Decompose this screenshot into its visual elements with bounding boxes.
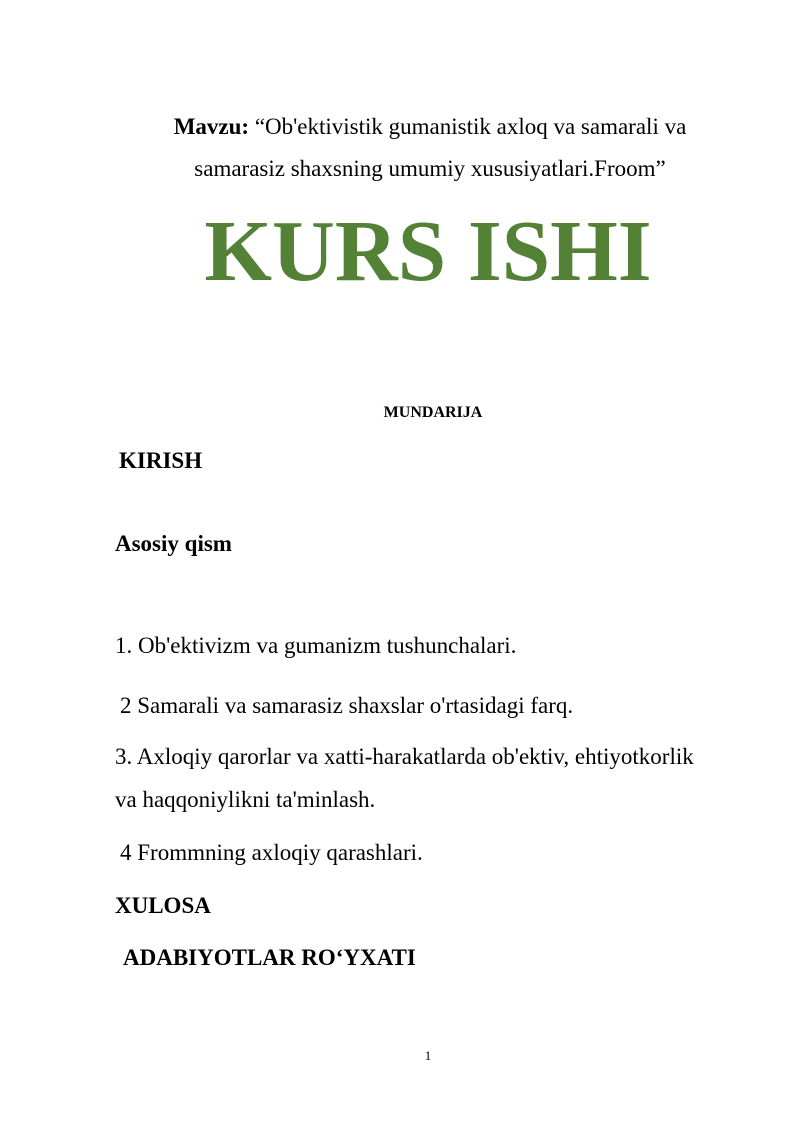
- topic-label: Mavzu:: [173, 114, 250, 139]
- topic-text-line-2: samarasiz shaxsning umumiy xususiyatlari.Froom”: [194, 156, 666, 181]
- toc-intro: KIRISH: [119, 448, 203, 473]
- toc-item-4: 4 Frommning axloqiy qarashlari.: [120, 840, 423, 865]
- main-title: KURS ISHI: [204, 202, 652, 299]
- page-number: 1: [424, 1048, 432, 1063]
- toc-item-2: 2 Samarali va samarasiz shaxslar o'rtasidagi farq.: [120, 693, 574, 718]
- toc-item-3-line-1: 3. Axloqiy qarorlar va xatti-harakatlarda ob'ektiv, ehtiyotkorlik: [115, 744, 694, 769]
- toc-references: ADABIYOTLAR RO‘YXATI: [123, 945, 416, 970]
- toc-item-1: 1. Ob'ektivizm va gumanizm tushunchalari.: [115, 633, 517, 658]
- toc-item-3-line-2: va haqqoniylikni ta'minlash.: [115, 787, 376, 812]
- toc-title: MUNDARIJA: [383, 404, 483, 421]
- toc-conclusion: XULOSA: [115, 893, 211, 918]
- topic-heading: [100, 106, 760, 190]
- toc-main-part: Asosiy qism: [115, 531, 232, 556]
- topic-line-1: [100, 106, 760, 148]
- topic-text-line-1: “Ob'ektivistik gumanistik axloq va samarali va: [249, 114, 687, 139]
